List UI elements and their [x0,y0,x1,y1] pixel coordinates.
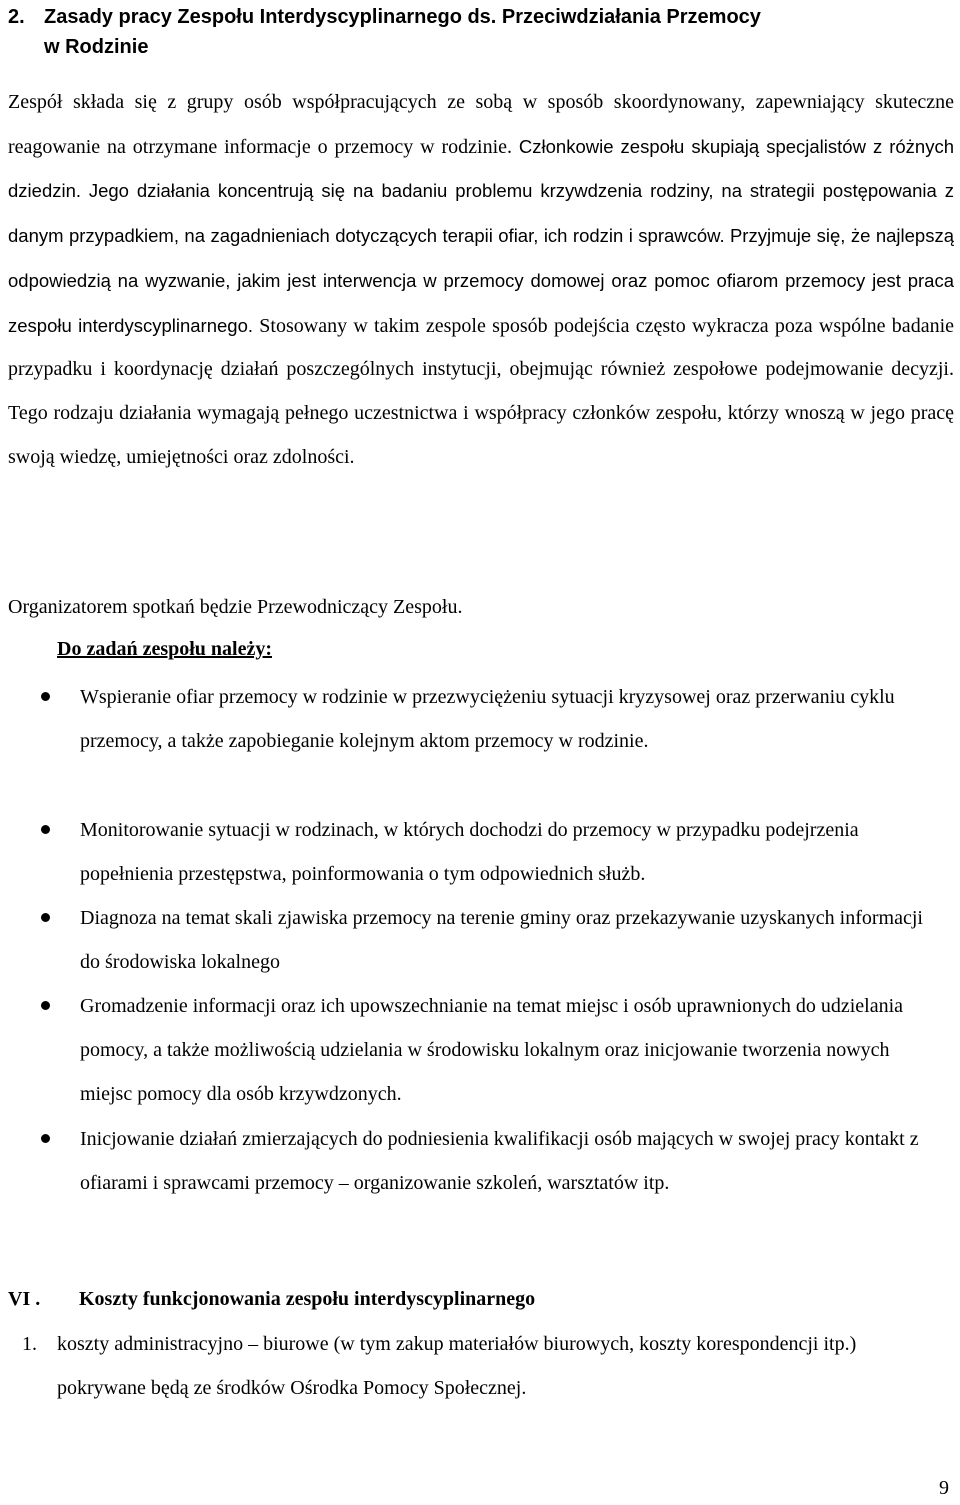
intro-sentence-4: Przyjmuje się, że najlepszą odpowiedzią na wyzwanie, jakim jest interwencja w przemocy domowej oraz pomoc ofiarom przemocy jest praca zespołu interdyscyplinarnego. [8,225,954,336]
list-item [0,676,930,807]
intro-paragraph [8,81,954,479]
heading-number: 2. [8,6,25,28]
organizer-sentence: Organizatorem spotkań będzie Przewodniczący Zespołu. [8,596,463,618]
tasks-list [0,676,960,1249]
section-roman-number: VI . [8,1288,41,1310]
list-item-text: Gromadzenie informacji oraz ich upowszechnianie na temat miejsc i osób uprawnionych do udzielania pomocy, a także możliwością udzielania w środowisku lokalnym oraz inicjowanie tworzenia nowych miejsc pomocy dla osób krzywdzonych. [80,995,904,1105]
tasks-title: Do zadań zespołu należy: [57,638,272,660]
intro-sentence-5: Stosowany w takim zespole sposób podejścia często wykracza poza wspólne badanie przypadku i koordynację działań poszczególnych instytucji, obejmując również zespołowe podejmowanie decyzji. Tego rodzaju działania wymagają pełnego uczestnictwa i współpracy członków zespołu, którzy wnoszą w jego pracę swoją wiedzę, umiejętności oraz zdolności. [8,314,954,468]
intro-sentence-1: Zespół składa się z grupy osób współpracujących ze sobą w sposób skoordynowany, zapewniający skuteczne reagowanie na otrzymane informacje o przemocy w rodzinie. [8,91,954,158]
list-item [0,985,930,1116]
costs-item-text: koszty administracyjno – biurowe (w tym zakup materiałów biurowych, koszty korespondencji itp.) pokrywane będą ze środków Ośrodka Pomocy Społecznej. [57,1333,857,1399]
list-item-text: Wspieranie ofiar przemocy w rodzinie w przezwyciężeniu sytuacji kryzysowej oraz przerwaniu cyklu przemocy, a także zapobieganie kolejnym aktom przemocy w rodzinie. [80,686,895,752]
list-item [0,809,930,897]
heading-line-1: Zasady pracy Zespołu Interdyscyplinarnego ds. Przeciwdziałania Przemocy [44,6,761,28]
bullet-icon [41,825,50,834]
bullet-icon [41,1001,50,1010]
section-title: Koszty funkcjonowania zespołu interdyscyplinarnego [79,1288,536,1310]
costs-item [22,1323,922,1410]
list-item-text: Monitorowanie sytuacji w rodzinach, w których dochodzi do przemocy w przypadku podejrzenia popełnienia przestępstwa, poinformowania o tym odpowiednich służb. [80,819,859,885]
intro-sentence-3: Jego działania koncentrują się na badaniu problemu krzywdzenia rodziny, na strategii postępowania z danym przypadkiem, na zagadnieniach dotyczących terapii ofiar, ich rodzin i sprawców. [8,180,954,247]
bullet-icon [41,692,50,701]
intro-sentence-2: Członkowie zespołu skupiają specjalistów z różnych dziedzin. [8,135,955,202]
section-vi-heading [8,1283,535,1315]
list-item-text: Inicjowanie działań zmierzających do podniesienia kwalifikacji osób mających w swojej pracy kontakt z ofiarami i sprawcami przemocy – organizowanie szkoleń, warsztatów itp. [80,1128,919,1194]
page-number: 9 [939,1477,949,1499]
heading-line-2: w Rodzinie [44,36,149,58]
list-item-text: Diagnoza na temat skali zjawiska przemocy na terenie gminy oraz przekazywanie uzyskanych informacji do środowiska lokalnego [80,907,923,973]
section-heading [8,2,953,62]
bullet-icon [41,913,50,922]
list-item [0,897,930,985]
list-item [0,1118,930,1249]
costs-item-number: 1. [22,1333,37,1355]
bullet-icon [41,1134,50,1143]
